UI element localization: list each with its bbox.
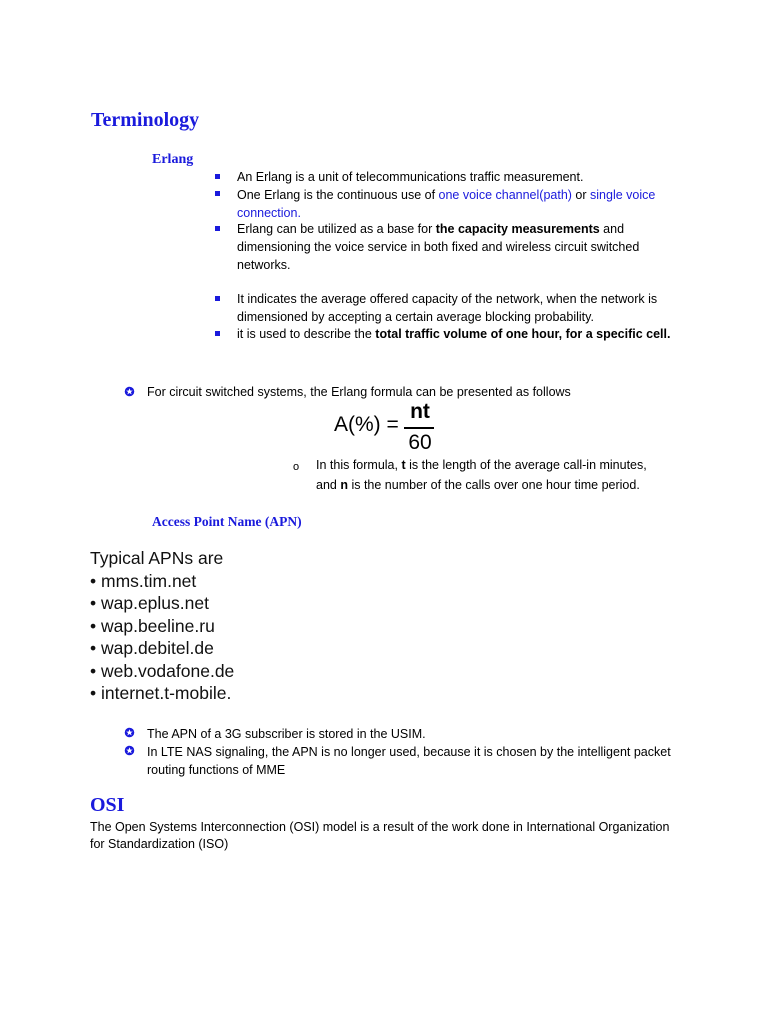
- osi-title: OSI: [90, 794, 125, 816]
- formula-numerator: nt: [410, 400, 430, 423]
- erlang-bullet-3-line2: dimensioning the voice service in both fixed and wireless circuit switched: [237, 240, 640, 254]
- bold-text: n: [340, 478, 348, 492]
- erlang-bullet-1: An Erlang is a unit of telecommunications traffic measurement.: [237, 170, 584, 184]
- osi-paragraph-line1: The Open Systems Interconnection (OSI) model is a result of the work done in International Organization: [90, 820, 670, 834]
- square-bullet-icon: [215, 174, 220, 179]
- text-span: In this formula,: [316, 458, 402, 472]
- square-bullet-icon: [215, 331, 220, 336]
- text-span: or: [571, 188, 591, 202]
- erlang-bullet-3-line3: networks.: [237, 258, 291, 272]
- square-bullet-icon: [215, 226, 220, 231]
- apn-note-1: The APN of a 3G subscriber is stored in the USIM.: [147, 727, 426, 741]
- square-bullet-icon: [215, 191, 220, 196]
- apn-note-2: In LTE NAS signaling, the APN is no longer used, because it is chosen by the intelligent packet: [147, 745, 671, 759]
- apn-list-item: • wap.debitel.de: [90, 638, 214, 658]
- erlang-heading: Erlang: [152, 152, 194, 167]
- text-span: is the length of the average call-in minutes,: [405, 458, 647, 472]
- square-bullet-icon: [215, 296, 220, 301]
- erlang-bullet-2-cont: connection.: [237, 206, 301, 220]
- star-bullet-icon: [124, 727, 135, 738]
- fraction-bar: [404, 427, 434, 429]
- star-bullet-icon: [124, 386, 135, 397]
- text-span: and: [316, 478, 341, 492]
- text-span: Erlang can be utilized as a base for: [237, 222, 436, 236]
- apn-list-item: • wap.beeline.ru: [90, 615, 215, 636]
- formula-note-line2: [316, 476, 640, 494]
- bold-text: the capacity measurements: [435, 222, 600, 236]
- apn-list-item: • mms.tim.net: [90, 570, 197, 591]
- apn-list-title: Typical APNs are: [90, 548, 224, 568]
- apn-list-item: • wap.eplus.net: [90, 593, 209, 613]
- osi-paragraph-line2: for Standardization (ISO): [90, 837, 229, 851]
- apn-heading: Access Point Name (APN): [152, 514, 302, 529]
- apn-note-2-line2: routing functions of MME: [147, 763, 286, 777]
- bold-text: t: [401, 458, 406, 472]
- apn-list-item: • web.vodafone.de: [90, 660, 235, 681]
- highlight-text: one voice channel(path): [438, 188, 572, 202]
- text-span: is the number of the calls over one hour time period.: [347, 478, 640, 492]
- highlight-text: single voice: [590, 188, 656, 202]
- text-span: and: [599, 222, 625, 236]
- erlang-bullet-4-line2: dimensioned by accepting a certain average blocking probability.: [237, 310, 594, 324]
- apn-list-item: • internet.t-mobile.: [90, 683, 232, 703]
- erlang-bullet-4: It indicates the average offered capacity of the network, when the network is: [237, 292, 658, 306]
- page-title: Terminology: [91, 109, 200, 131]
- bold-text: total traffic volume of one hour, for a specific cell.: [375, 327, 671, 341]
- star-bullet-icon: [124, 745, 135, 756]
- formula-lhs: A(%) =: [334, 413, 399, 436]
- erlang-bullet-2: [237, 186, 655, 204]
- circle-bullet-icon: o: [293, 461, 300, 473]
- erlang-bullet-5: [237, 325, 670, 343]
- formula-denominator: 60: [408, 431, 432, 454]
- text-span: it is used to describe the: [237, 327, 376, 341]
- erlang-bullet-3: [237, 220, 624, 238]
- formula-note-line1: [316, 456, 647, 474]
- text-span: One Erlang is the continuous use of: [237, 188, 439, 202]
- formula-intro: For circuit switched systems, the Erlang formula can be presented as follows: [147, 385, 571, 399]
